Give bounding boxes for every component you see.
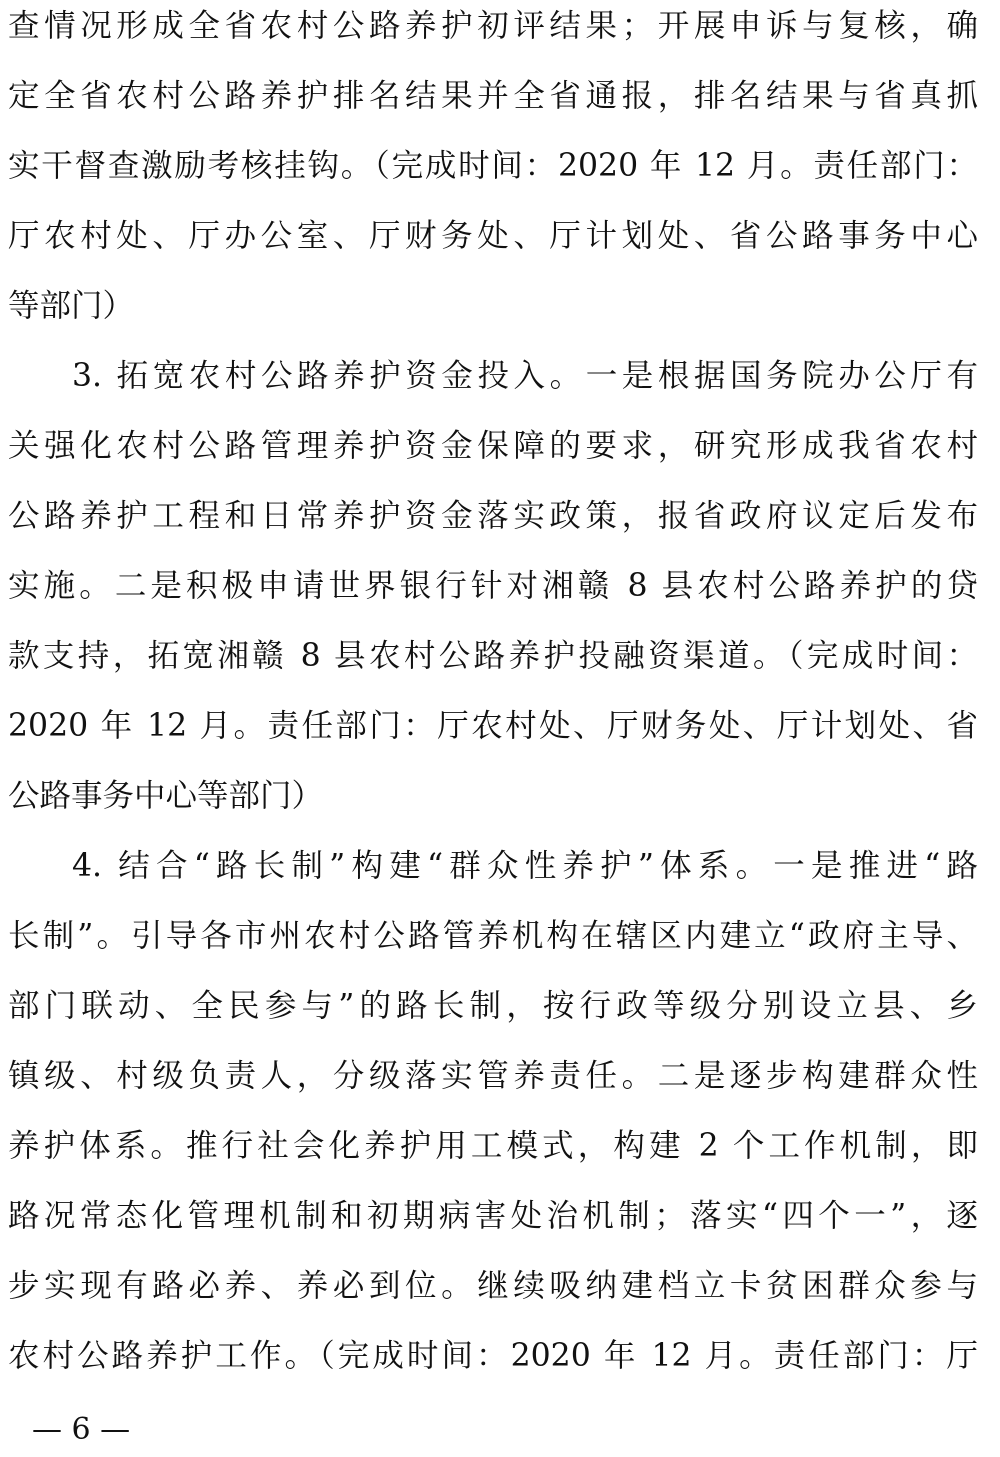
text-line-14: 长制”。引导各市州农村公路管养机构在辖区内建立“政府主导、 (8, 918, 978, 954)
page-number: — 6 — (32, 1412, 131, 1447)
text-line-8: 公路养护工程和日常养护资金落实政策，报省政府议定后发布 (8, 498, 978, 534)
text-line-9: 实施。二是积极申请世界银行针对湘赣 8 县农村公路养护的贷 (8, 568, 978, 604)
text-line-5: 等部门） (8, 288, 135, 324)
text-line-2: 定全省农村公路养护排名结果并全省通报，排名结果与省真抓 (8, 78, 978, 114)
paragraph-3-heading-line: 3. 拓宽农村公路养护资金投入。一是根据国务院办公厅有 (72, 358, 978, 394)
text-line-17: 养护体系。推行社会化养护用工模式，构建 2 个工作机制，即 (8, 1128, 978, 1164)
text-line-7: 关强化农村公路管理养护资金保障的要求，研究形成我省农村 (8, 428, 978, 464)
text-line-12: 公路事务中心等部门） (8, 778, 324, 814)
text-line-20: 农村公路养护工作。（完成时间：2020 年 12 月。责任部门：厅 (8, 1338, 978, 1374)
text-line-4: 厅农村处、厅办公室、厅财务处、厅计划处、省公路事务中心 (8, 218, 978, 254)
text-line-16: 镇级、村级负责人，分级落实管养责任。二是逐步构建群众性 (8, 1058, 978, 1094)
text-line-3: 实干督查激励考核挂钩。（完成时间：2020 年 12 月。责任部门： (8, 148, 978, 184)
paragraph-4-heading-line: 4. 结合“路长制”构建“群众性养护”体系。一是推进“路 (72, 848, 978, 884)
text-line-1: 查情况形成全省农村公路养护初评结果；开展申诉与复核，确 (8, 8, 978, 44)
text-line-11: 2020 年 12 月。责任部门：厅农村处、厅财务处、厅计划处、省 (8, 708, 978, 744)
text-line-19: 步实现有路必养、养必到位。继续吸纳建档立卡贫困群众参与 (8, 1268, 978, 1304)
text-line-15: 部门联动、全民参与”的路长制，按行政等级分别设立县、乡 (8, 988, 978, 1024)
text-line-10: 款支持，拓宽湘赣 8 县农村公路养护投融资渠道。（完成时间： (8, 638, 978, 674)
text-line-18: 路况常态化管理机制和初期病害处治机制；落实“四个一”，逐 (8, 1198, 978, 1234)
